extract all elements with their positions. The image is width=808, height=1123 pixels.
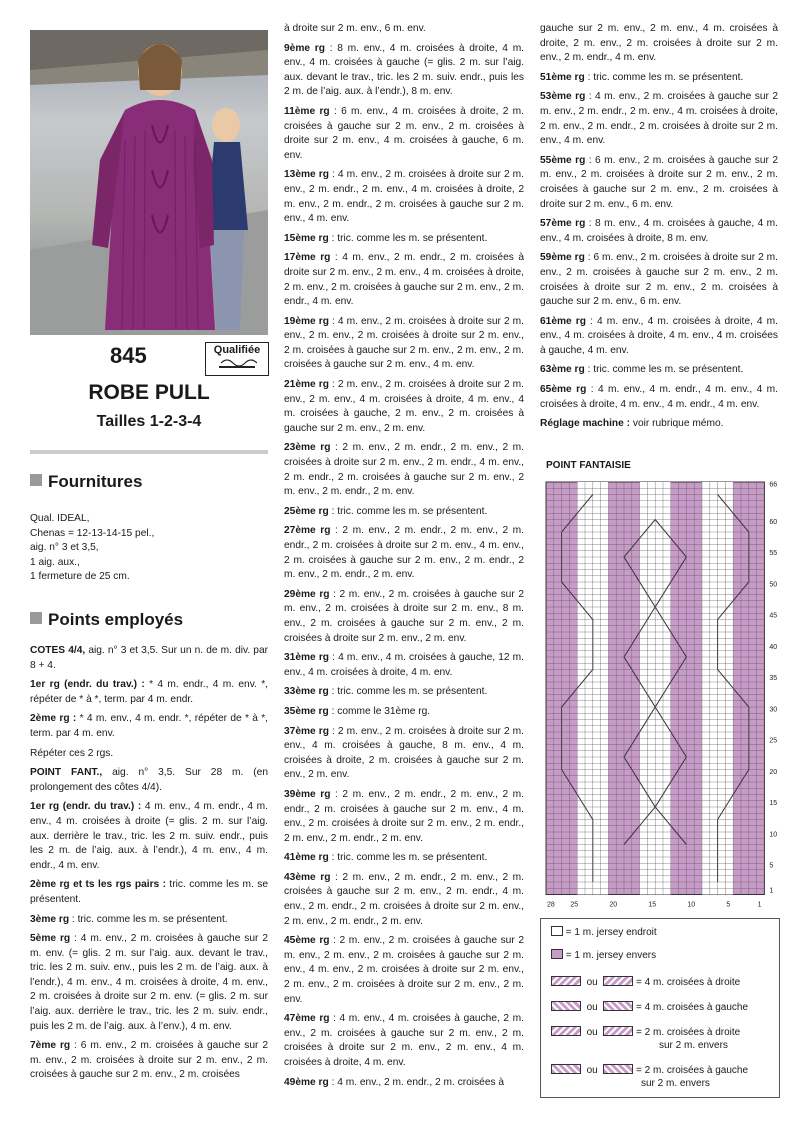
row-label: 39ème rg <box>284 788 331 800</box>
cable-2r-alt-icon <box>603 1026 633 1036</box>
row-tick-label: 25 <box>769 737 778 745</box>
row-label: 5ème rg <box>30 933 71 945</box>
cable-2l-icon <box>551 1064 581 1074</box>
instruction-paragraph <box>540 90 778 148</box>
row-label: 45ème rg <box>284 935 330 947</box>
row-text: : tric. comme les m. se présentent. <box>328 232 488 244</box>
row-text: aig. n° 3 et 3,5. Sur un n. de m. div. par 8 + 4. <box>30 645 268 671</box>
row-text: : 4 m. env., 4 m. croisées à gauche, 12 m. env., 4 m. croisées à droite, 4 m. env. <box>284 652 524 678</box>
row-tick-label: 10 <box>769 831 778 839</box>
instruction-paragraph <box>284 851 524 866</box>
row-tick-label: 55 <box>769 550 778 558</box>
row-label: 19ème rg <box>284 315 329 327</box>
row-text: : 2 m. env., 2 m. endr., 2 m. env., 2 m. croisées à gauche sur 2 m. env., 2 m. endr., 4 m. env., 2 m. endr., 2 m. croisées à droite sur 2 m. env., 2 m. env., 2 m. endr., 2 m. env. <box>284 871 524 927</box>
row-label: 55ème rg <box>540 154 586 166</box>
row-label: 2ème rg : <box>30 713 77 725</box>
row-label: 23ème rg <box>284 442 331 454</box>
square-bullet-icon <box>30 612 42 624</box>
instruction-paragraph <box>30 913 268 928</box>
row-tick-label: 1 <box>769 887 774 895</box>
row-text: : 6 m. env., 2 m. croisées à gauche sur 2 m. env., 2 m. croisées à droite sur 2 m. env., 2 m. croisées à gauche sur 2 m. env., 2 m. croisées à droite sur 2 m. env., 6 m. env. <box>540 154 778 210</box>
points-heading-text: Points employés <box>48 610 184 629</box>
row-text: voir rubrique mémo. <box>630 418 724 430</box>
row-label: 65ème rg <box>540 384 587 396</box>
row-text: : 2 m. env., 2 m. croisées à droite sur 2 m. env., 4 m. croisées à gauche, 8 m. env., 4 m. croisées à droite, 2 m. croisées à gauche sur 2 m. env., 2 m. env. <box>284 725 524 781</box>
instruction-paragraph <box>540 22 778 66</box>
row-text: : 6 m. env., 2 m. croisées à gauche sur 2 m. env., 2 m. croisées à droite sur 2 m. env., 2 m. croisées à gauche sur 2 m. env., 2 m. croisées <box>30 1040 269 1081</box>
row-text: : 6 m. env., 4 m. croisées à droite, 2 m. croisées à gauche sur 2 m. env., 2 m. croisées à droite sur 2 m. env., 4 m. croisées à gauche, 6 m. env. <box>284 105 524 161</box>
row-text: : 2 m. env., 2 m. croisées à gauche sur 2 m. env., 2 m. env., 2 m. croisées à gauche sur 2 m. env., 4 m. env., 2 m. croisées à droite sur 2 m. env., 2 m. env., 2 m. croisées à droite sur 2 m. env., 2 m. env. <box>284 935 524 1005</box>
legend-or: ou <box>586 1027 598 1038</box>
legend <box>540 918 780 1098</box>
row-label: POINT FANT., <box>30 767 103 779</box>
row-text: : 4 m. env., 2 m. croisées à droite sur 2 m. env., 2 m. endr., 2 m. env., 4 m. croisées à droite, 2 m. env., 2 m. endr., 2 m. croisées à gauche sur 2 m. env., 4 m. env. <box>284 169 524 225</box>
legend-c4l: = 4 m. croisées à gauche <box>636 1002 749 1013</box>
row-text: à droite sur 2 m. env., 6 m. env. <box>284 23 426 34</box>
row-label: 13ème rg <box>284 169 329 181</box>
divider <box>30 450 268 454</box>
legend-knit: = 1 m. jersey endroit <box>565 927 657 938</box>
instruction-paragraph <box>540 251 778 309</box>
supply-line: Qual. IDEAL, <box>30 513 90 524</box>
row-text: : 2 m. env., 2 m. croisées à droite sur 2 m. env., 2 m. env., 4 m. croisées à droite, 4 m. env., 4 m. croisées à gauche, 2 m. env., 2 m. croisées à gauche sur 2 m. env., 2 m. env. <box>284 379 524 434</box>
legend-purl: = 1 m. jersey envers <box>565 950 657 961</box>
fournitures-heading-text: Fournitures <box>48 472 143 491</box>
cable-2l-alt-icon <box>603 1064 633 1074</box>
row-label: 35ème rg <box>284 705 329 717</box>
instruction-paragraph <box>284 105 524 163</box>
instruction-paragraph <box>284 1012 524 1070</box>
col-tick-label: 25 <box>570 901 579 908</box>
instruction-paragraph <box>284 705 524 720</box>
points-heading <box>30 610 183 630</box>
instruction-paragraph <box>284 588 524 646</box>
instruction-paragraph <box>284 441 524 499</box>
row-tick-label: 5 <box>769 862 774 870</box>
row-text: : tric. comme les m. se présentent. <box>69 913 228 925</box>
row-label: 31ème rg <box>284 652 330 664</box>
row-tick-label: 30 <box>769 706 778 714</box>
badge-label: Qualifiée <box>213 344 261 356</box>
row-text: 4 m. env., 4 m. endr., 4 m. env., 4 m. croisées à droite (= glis. 2 m. sur l’aig. aux. derrière le trav., tric. les 2 m. suiv. endr., puis les 2 m. de l’aig. aux. à l’endr.), 4 m. env., 4 m. endr., 4 m. env. <box>30 801 268 871</box>
supply-line: aig. n° 3 et 3,5, <box>30 542 99 554</box>
row-text: : 6 m. env., 2 m. croisées à droite sur 2 m. env., 2 m. croisées à gauche sur 2 m. env., 2 m. croisées à droite sur 2 m. env., 2 m. croisées à gauche sur 2 m. env., 6 m. env. <box>540 252 778 308</box>
fournitures-heading <box>30 472 142 492</box>
instruction-paragraph <box>284 378 524 436</box>
row-label: 3ème rg <box>30 913 70 925</box>
instructions-column-2 <box>284 22 524 1095</box>
stitch-chart <box>540 476 790 908</box>
instruction-paragraph <box>284 788 524 846</box>
page-title: ROBE PULL <box>88 381 210 404</box>
chart-title: POINT FANTAISIE <box>546 460 631 471</box>
instruction-paragraph <box>540 383 778 412</box>
col-tick-label: 20 <box>609 901 618 908</box>
yarn-icon <box>217 357 257 369</box>
row-label: 7ème rg <box>30 1040 71 1052</box>
row-text: : comme le 31ème rg. <box>328 705 431 717</box>
instructions-column-3 <box>540 22 778 437</box>
col-tick-label: 10 <box>687 901 696 908</box>
row-label: 57ème rg <box>540 218 586 230</box>
row-tick-label: 45 <box>769 612 778 620</box>
legend-c2r-1: = 2 m. croisées à droite <box>636 1027 741 1038</box>
row-label: COTES 4/4, <box>30 645 86 656</box>
row-label: 37ème rg <box>284 725 329 737</box>
row-label: 49ème rg <box>284 1076 329 1088</box>
cable-left-alt-icon <box>603 1001 633 1011</box>
col-tick-label: 15 <box>648 901 657 908</box>
instruction-paragraph <box>284 505 524 520</box>
col-tick-label: 1 <box>757 901 762 908</box>
row-label: 29ème rg <box>284 588 330 600</box>
row-text: : 4 m. env., 4 m. croisées à gauche, 2 m. env., 2 m. croisées à gauche sur 2 m. env., 2 m. croisées à droite sur 2 m. env., 2 m. env., 4 m. croisées à droite, 4 m. env. <box>284 1013 524 1068</box>
legend-c2r-2: sur 2 m. envers <box>659 1040 728 1051</box>
row-label: 15ème rg <box>284 232 329 244</box>
purl-swatch-icon <box>551 949 563 959</box>
cable-2r-icon <box>551 1026 581 1036</box>
row-text: : tric. comme les m. se présentent. <box>584 71 744 83</box>
knit-swatch-icon <box>551 926 563 936</box>
row-label: 2ème rg et ts les rgs pairs : <box>30 879 167 891</box>
instruction-paragraph <box>284 725 524 783</box>
row-text: : 4 m. env., 2 m. endr., 2 m. croisées à droite sur 2 m. env., 2 m. env., 4 m. croisées à droite, 2 m. env., 2 m. croisées à gauche sur 2 m. env., 2 m. endr., 4 m. env. <box>284 252 524 308</box>
row-tick-label: 40 <box>769 643 778 651</box>
row-tick-label: 20 <box>769 768 778 776</box>
square-bullet-icon <box>30 474 42 486</box>
instruction-paragraph <box>540 217 778 246</box>
instruction-paragraph <box>30 712 268 741</box>
cable-right-alt-icon <box>603 976 633 986</box>
row-label: 63ème rg <box>540 364 585 376</box>
instruction-paragraph <box>284 934 524 1007</box>
row-label: 21ème rg <box>284 379 329 391</box>
instruction-paragraph <box>30 766 268 795</box>
instruction-paragraph <box>540 363 778 378</box>
instruction-paragraph <box>284 871 524 929</box>
row-text: Répéter ces 2 rgs. <box>30 747 114 759</box>
cable-right-icon <box>551 976 581 986</box>
instruction-paragraph <box>540 315 778 359</box>
row-text: : tric. comme les m. se présentent. <box>584 364 744 376</box>
row-tick-label: 50 <box>769 581 778 589</box>
row-text: : 8 m. env., 4 m. croisées à gauche, 4 m. env., 4 m. croisées à droite, 8 m. env. <box>540 218 778 244</box>
instruction-paragraph <box>284 524 524 582</box>
row-label: 59ème rg <box>540 252 585 264</box>
instruction-paragraph <box>30 644 268 673</box>
row-text: : 4 m. env., 4 m. croisées à droite, 4 m. env., 4 m. croisées à droite, 4 m. env., 4 m. croisées à gauche, 4 m. env. <box>540 315 778 356</box>
legend-c2l-2: sur 2 m. envers <box>641 1078 710 1089</box>
instruction-paragraph <box>284 232 524 247</box>
row-tick-label: 60 <box>769 518 778 526</box>
instruction-paragraph <box>284 685 524 700</box>
supply-line: Chenas = 12-13-14-15 pel., <box>30 527 155 539</box>
cable-left-icon <box>551 1001 581 1011</box>
row-text: tric. comme les m. se présentent. <box>30 879 268 905</box>
legend-c4r: = 4 m. croisées à droite <box>636 977 741 988</box>
row-text: : 8 m. env., 4 m. croisées à droite, 4 m. env., 4 m. croisées à gauche (= glis. 2 m. sur l’aig. aux. devant le trav., tric. les 2 m. suiv. endr., puis les 2 m. de l’aig. aux. à l’endr.), 8 m. env. <box>284 42 525 98</box>
row-text: * 4 m. env., 4 m. endr. *, répéter de * à *, term. par 4 m. env. <box>30 713 269 739</box>
supply-line: 1 aig. aux., <box>30 556 80 568</box>
row-label: 33ème rg <box>284 686 329 698</box>
row-tick-label: 66 <box>769 481 778 489</box>
model-photo <box>30 30 268 335</box>
instruction-paragraph <box>30 747 268 762</box>
row-label: 25ème rg <box>284 505 329 517</box>
instruction-paragraph <box>284 168 524 226</box>
row-text: * 4 m. endr., 4 m. env. *, répéter de * à *, term. par 4 m. endr. <box>30 679 268 705</box>
row-label: 41ème rg <box>284 852 329 864</box>
row-label: 9ème rg <box>284 42 325 54</box>
row-tick-label: 35 <box>769 675 778 683</box>
row-text: : 4 m. env., 2 m. croisées à gauche sur 2 m. env., 2 m. endr., 2 m. env., 4 m. croisées à droite, 2 m. env., 2 m. endr., 2 m. croisées à droite sur 2 m. env., 4 m. env. <box>540 91 778 147</box>
row-label: 11ème rg <box>284 105 330 117</box>
row-text: : 2 m. env., 2 m. endr., 2 m. env., 2 m. croisées à droite sur 2 m. env., 2 m. endr., 4 m. env., 2 m. endr., 2 m. croisées à gauche sur 2 m. env., 2 m. env., 2 m. endr., 2 m. env. <box>284 442 524 498</box>
instruction-paragraph <box>284 251 524 309</box>
row-label: 61ème rg <box>540 315 586 327</box>
row-label: 1er rg (endr. du trav.) : <box>30 801 142 813</box>
sizes: Tailles 1-2-3-4 <box>96 413 202 430</box>
instruction-paragraph <box>284 22 524 37</box>
instruction-paragraph <box>30 1039 268 1083</box>
row-text: : 2 m. env., 2 m. endr., 2 m. env., 2 m. endr., 2 m. croisées à droite sur 2 m. env., 4 m. env., 2 m. croisées à gauche sur 2 m. env., 2 m. endr., 2 m. env., 2 m. endr., 2 m. env. <box>284 525 524 581</box>
row-text: : 4 m. env., 4 m. endr., 4 m. env., 4 m. croisées à droite, 4 m. env., 4 m. endr., 4 m. env. <box>540 384 778 410</box>
instruction-paragraph <box>30 878 268 907</box>
row-label: 1er rg (endr. du trav.) : <box>30 679 145 691</box>
legend-or: ou <box>586 1065 598 1076</box>
row-text: : 4 m. env., 2 m. croisées à droite sur 2 m. env., 2 m. env., 2 m. croisées à droite sur 2 m. env., 2 m. croisées à gauche sur 2 m. env., 2 m. env., 2 m. croisées à gauche sur 2 m. env., 4 m. env. <box>284 315 524 371</box>
row-text: : 2 m. env., 2 m. croisées à gauche sur 2 m. env., 2 m. croisées à droite sur 2 m. env., 8 m. env., 2 m. croisées à gauche sur 2 m. env., 2 m. croisées à droite sur 2 m. env., 2 m. env. <box>284 588 524 644</box>
row-label: 47ème rg <box>284 1013 330 1025</box>
instruction-paragraph <box>284 42 524 100</box>
photo-illustration <box>30 30 268 335</box>
row-label: 53ème rg <box>540 91 586 103</box>
instruction-paragraph <box>30 932 268 1034</box>
legend-or: ou <box>586 977 598 988</box>
row-label: Réglage machine : <box>540 418 631 430</box>
row-label: 27ème rg <box>284 525 331 537</box>
legend-or: ou <box>586 1002 598 1013</box>
row-text: gauche sur 2 m. env., 2 m. env., 4 m. croisées à droite, 2 m. env., 2 m. croisées à droite sur 2 m. env., 2 m. endr., 4 m. env. <box>540 23 778 64</box>
row-text: : 4 m. env., 2 m. croisées à gauche sur 2 m. env. (= glis. 2 m. sur l’aig. aux. devant le trav., tric. les 2 m. suiv. env., puis les 2 m. de l’aig. aux. à l’endr.), 4 m. env., 4 m. croisées à droite, 4 m. env., 2 m. croisées à droite sur 2 m. env. (= glis. 2 m. sur l’aig. aux. derrière le trav., tric. les 2 m. suiv. endr., puis les 2 m. de l’aig. aux. à l’env.), 4 m. env. <box>30 933 269 1032</box>
col-tick-label: 5 <box>726 901 731 908</box>
supply-line: 1 fermeture de 25 cm. <box>30 571 130 583</box>
instruction-paragraph <box>30 678 268 707</box>
row-text: : tric. comme les m. se présentent. <box>328 852 488 864</box>
row-label: 17ème rg <box>284 252 331 264</box>
instruction-paragraph <box>30 800 268 873</box>
row-tick-label: 15 <box>769 800 778 808</box>
points-text <box>30 644 268 1088</box>
instruction-paragraph <box>540 417 778 432</box>
row-label: 51ème rg <box>540 71 585 83</box>
instruction-paragraph <box>284 1076 524 1091</box>
col-tick-label: 28 <box>547 901 555 908</box>
row-text: aig. n° 3,5. Sur 28 m. (en prolongement des côtes 4/4). <box>30 767 268 793</box>
row-text: : 4 m. env., 2 m. endr., 2 m. croisées à <box>328 1076 505 1088</box>
quality-badge <box>205 342 269 376</box>
instruction-paragraph <box>284 315 524 373</box>
row-text: : tric. comme les m. se présentent. <box>328 505 488 517</box>
instruction-paragraph <box>284 651 524 680</box>
instruction-paragraph <box>540 71 778 86</box>
instruction-paragraph <box>540 154 778 212</box>
row-text: : tric. comme les m. se présentent. <box>328 686 488 698</box>
row-text: : 2 m. env., 2 m. endr., 2 m. env., 2 m. endr., 2 m. croisées à gauche sur 2 m. env., 4 m. env., 2 m. croisées à droite sur 2 m. env., 2 m. endr., 2 m. env., 2 m. endr., 2 m. env. <box>284 788 524 844</box>
legend-c2l-1: = 2 m. croisées à gauche <box>636 1065 749 1076</box>
fournitures-list <box>30 512 268 585</box>
model-number: 845 <box>110 343 147 368</box>
row-label: 43ème rg <box>284 871 331 883</box>
